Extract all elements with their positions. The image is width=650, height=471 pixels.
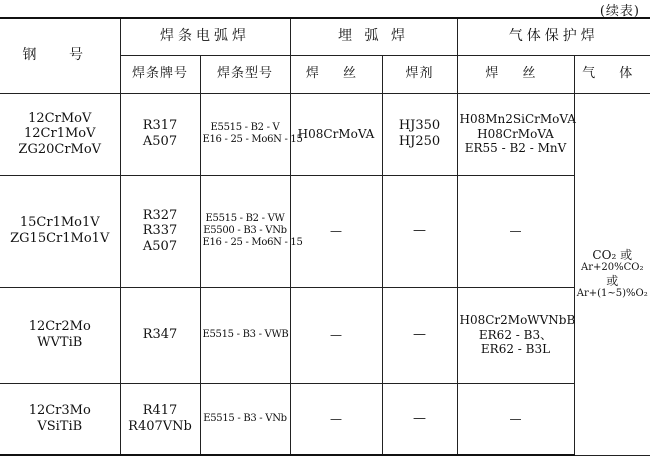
saw-wire: — [330,223,342,238]
header-steel-grade: 钢 号 [0,18,120,93]
saw-flux: — [413,223,426,239]
header-electrode-type: 焊条型号 [200,55,290,93]
shielding-gas-line: Ar+20%CO₂ [581,262,644,273]
table-row [0,287,650,383]
steel-grade: VSiTiB [37,418,83,434]
gsw-wire: — [509,223,522,238]
header-gas-shielded-welding: 气体保护焊 [457,18,650,55]
saw-wire-cell [290,383,382,455]
electrode-type-cell [200,175,303,287]
welding-materials-table [0,17,650,456]
saw-flux: — [413,327,426,343]
steel-grade: 12Cr2Mo [28,319,91,335]
gsw-wire: H08Mn2SiCrMoVA [459,112,576,127]
electrode-type: E5500 - B3 - VNb [203,225,287,236]
saw-wire-cell [290,93,382,175]
steel-grade-cell [0,287,120,383]
electrode-brand-cell [120,383,200,455]
saw-wire: — [330,327,342,342]
saw-wire-cell [290,287,382,383]
electrode-brand: R417 [142,403,178,419]
steel-grade-cell [0,383,120,455]
shielding-gas-line: 或 [606,274,619,288]
saw-flux-cell [382,383,457,455]
header-gsw-wire: 焊 丝 [457,55,574,93]
electrode-type: E5515 - B2 - V [210,122,280,133]
electrode-type: E5515 - B3 - VWB [202,329,289,340]
gsw-wire: H08CrMoVA [477,126,554,141]
electrode-brand-cell [120,175,200,287]
continued-label: (续表) [599,4,640,19]
electrode-type: E16 - 25 - Mo6N - 15 [202,134,303,145]
steel-grade-cell [0,175,120,287]
electrode-brand: R337 [142,223,178,239]
electrode-brand-cell [120,287,200,383]
steel-grade: 12CrMoV [28,110,92,126]
saw-flux: HJ250 [398,134,441,149]
steel-grade: ZG20CrMoV [18,141,102,157]
electrode-brand: A507 [142,134,178,149]
electrode-type: E5515 - B3 - VNb [203,412,287,424]
saw-wire-cell [290,175,382,287]
electrode-brand: R317 [142,118,178,134]
shielding-gas-cell [574,93,650,455]
table-row [0,93,650,175]
gsw-wire: — [509,411,522,426]
saw-flux: — [413,410,426,426]
table-row [0,175,650,287]
electrode-brand: R407VNb [128,418,192,434]
header-electrode-brand: 焊条牌号 [120,55,200,93]
gsw-wire: H08Cr2MoWVNbB [459,313,576,328]
electrode-brand: R327 [142,207,178,223]
electrode-type-cell [200,383,290,455]
electrode-brand: R347 [142,327,178,343]
gsw-wire: ER55 - B2 - MnV [464,141,567,156]
electrode-type-cell [200,287,290,383]
steel-grade: 12Cr3Mo [28,403,91,419]
electrode-brand: A507 [142,238,178,254]
electrode-type: E16 - 25 - Mo6N - 15 [202,237,303,248]
saw-flux-cell [382,175,457,287]
saw-flux-cell [382,287,457,383]
header-gsw-gas: 气 体 [574,55,650,93]
header-saw-flux: 焊剂 [382,55,457,93]
header-submerged-arc-welding: 埋 弧 焊 [290,18,457,55]
saw-flux: HJ350 [398,118,441,134]
saw-wire: H08CrMoVA [297,126,375,141]
steel-grade-cell [0,93,120,175]
header-saw-wire: 焊 丝 [290,55,382,93]
steel-grade: 15Cr1Mo1V [19,215,100,231]
electrode-brand-cell [120,93,200,175]
electrode-type-cell [200,93,303,175]
table-row [0,383,650,455]
gsw-wire-cell [457,175,574,287]
gsw-wire-cell [457,93,574,175]
gsw-wire: ER62 - B3、 [478,327,553,342]
steel-grade: 12Cr1MoV [24,126,96,142]
gsw-wire-cell [457,287,574,383]
steel-grade: ZG15Cr1Mo1V [10,231,110,246]
steel-grade: WVTiB [37,335,83,350]
gsw-wire-cell [457,383,574,455]
gsw-wire: ER62 - B3L [480,342,551,357]
header-electrode-arc-welding: 焊条电弧焊 [120,18,290,55]
electrode-type: E5515 - B2 - VW [205,213,285,224]
shielding-gas-line: CO₂ 或 [592,247,633,262]
shielding-gas-line: Ar+(1~5)%O₂ [576,288,648,300]
saw-flux-cell [382,93,457,175]
saw-wire: — [330,411,342,426]
header-row-1 [0,18,650,55]
